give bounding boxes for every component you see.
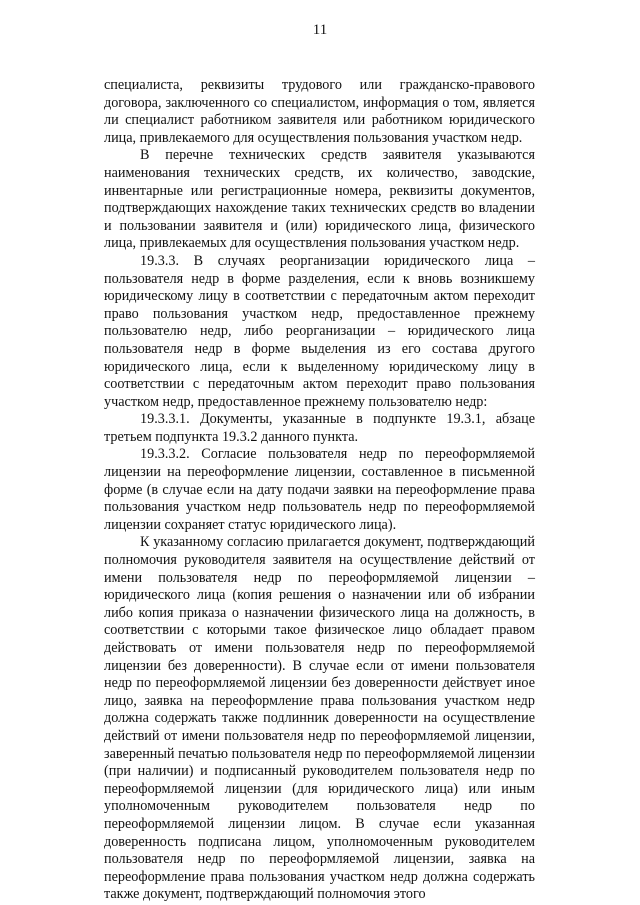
paragraph-attachment: К указанному согласию прилагается документ, подтверждающий полномочия руководителя заявителя на осуществление действий от имени пользователя недр по переоформляемой лицензии – юридического лица (копия решения о назначении или об избрании либо копия приказа о назначении физического лица на должность, в соответствии с которыми такое физическое лицо обладает правом действовать от имени пользователя недр по переоформляемой лицензии без доверенности). В случае если от имени пользователя недр по переоформляемой лицензии без доверенности действует иное лицо, заявка на переоформление права пользования участком недр должна содержать также подлинник доверенности на осуществление действий от имени пользователя недр по переоформляемой лицензии, заверенный печатью пользователя недр по переоформляемой лицензии (при наличии) и подписанный руководителем пользователя недр по переоформляемой лицензии (для юридического лица) или иным уполномоченным руководителем пользователя недр по переоформляемой лицензии лицом. В случае если указанная доверенность подписана лицом, уполномоченным руководителем пользователя недр по переоформляемой лицензии, заявка на переоформление права пользования участком недр должна содержать также документ, подтверждающий полномочия этого xyxy=(104,534,535,903)
document-body xyxy=(104,77,535,904)
paragraph-technical-means: В перечне технических средств заявителя указываются наименования технических средств, их количество, заводские, инвентарные или регистрационные номера, реквизиты документов, подтверждающих нахождение таких технических средств во владении и пользовании заявителя и (или) юридического лица, физического лица, привлекаемых для осуществления пользования участком недр. xyxy=(104,147,535,252)
page-number: 11 xyxy=(312,22,328,38)
paragraph-19-3-3: 19.3.3. В случаях реорганизации юридического лица – пользователя недр в форме разделения, если к вновь возникшему юридическому лицу в соответствии с передаточным актом переходит право пользования участком недр, предоставленное прежнему пользователю недр, либо реорганизации – юридического лица пользователя недр в форме выделения из его состава другого юридического лица, если к выделенному юридическому лицу в соответствии с передаточным актом переходит право пользования участком недр, предоставленное прежнему пользователю недр: xyxy=(104,252,535,410)
paragraph-19-3-3-2: 19.3.3.2. Согласие пользователя недр по переоформляемой лицензии на переоформление лицензии, составленное в письменной форме (в случае если на дату подачи заявки на переоформление права пользования участком недр пользователь недр по переоформляемой лицензии сохраняет статус юридического лица). xyxy=(104,446,535,533)
paragraph-continuation: специалиста, реквизиты трудового или гражданско-правового договора, заключенного со специалистом, информация о том, является ли специалист работником заявителя или работником юридического лица, привлекаемого для осуществления пользования участком недр. xyxy=(104,77,535,146)
paragraph-19-3-3-1: 19.3.3.1. Документы, указанные в подпункте 19.3.1, абзаце третьем подпункта 19.3.2 данного пункта. xyxy=(104,411,535,445)
